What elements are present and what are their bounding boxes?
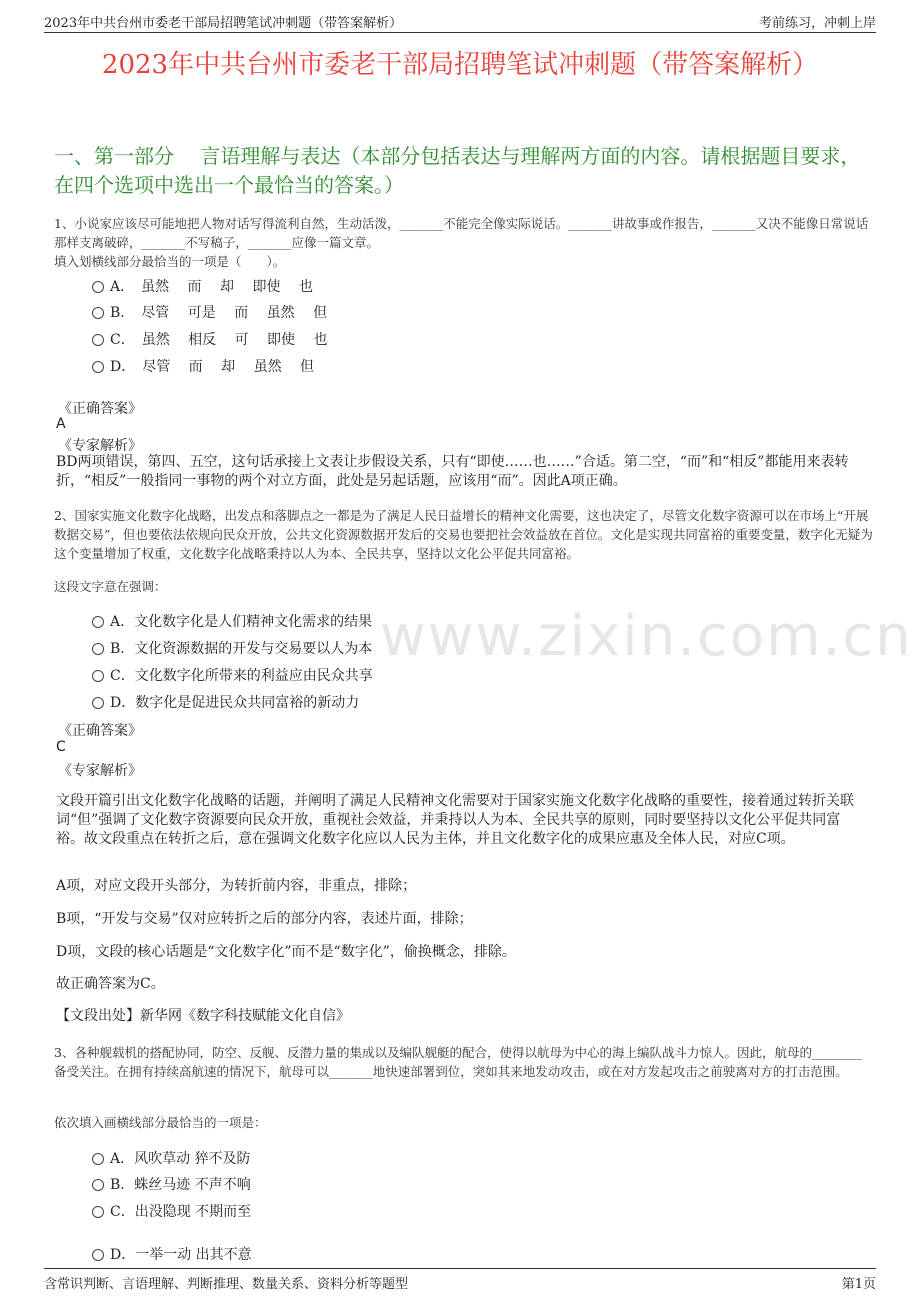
q3-stem: 3、各种舰载机的搭配协同，防空、反舰、反潜力量的集成以及编队舰艇的配合，使得以航母为中心的海上编队战斗力惊人。因此，航母的________备受关注。在拥有持续高航速的情况下，航母可以_______地快速部署到位，突如其来地发动攻击，或在对方发起攻击之前驶离对方的打击范围。 xyxy=(54,1045,862,1079)
q3-option-d[interactable]: D．一举一动 出其不意 xyxy=(92,1244,252,1264)
q2-option-d[interactable]: D．数字化是促进民众共同富裕的新动力 xyxy=(92,692,359,712)
radio-icon[interactable] xyxy=(92,361,104,373)
q2-analysis-line: A项，对应文段开头部分，为转折前内容，非重点，排除； xyxy=(56,878,417,894)
q2-answer-label: 《正确答案》 xyxy=(58,723,142,739)
q2-source: 【文段出处】新华网《数字科技赋能文化自信》 xyxy=(56,1008,350,1024)
q1-answer: A xyxy=(56,416,66,432)
q2-stem: 2、国家实施文化数字化战略，出发点和落脚点之一都是为了满足人民日益增长的精神文化需要，这也决定了，尽管文化数字资源可以在市场上“开展数据交易”，但也要依法依规向民众开放，公共文化资源数据开发后的交易也要把社会效益放在首位。文化是实现共同富裕的重要变量，数字化无疑为这个变量增加了权重，文化数字化战略秉持以人为本、全民共享，坚持以文化公平促共同富裕。 xyxy=(54,508,873,561)
radio-icon[interactable] xyxy=(92,643,104,655)
radio-icon[interactable] xyxy=(92,1153,104,1165)
document-title: 2023年中共台州市委老干部局招聘笔试冲刺题（带答案解析） xyxy=(101,50,819,80)
q1-option-c[interactable]: C． 虽然 相反 可 即使 也 xyxy=(92,329,328,349)
q2-option-b[interactable]: B．文化资源数据的开发与交易要以人为本 xyxy=(92,638,372,658)
q2-option-c[interactable]: C．文化数字化所带来的利益应由民众共享 xyxy=(92,665,373,685)
footer-note: 含常识判断、言语理解、判断推理、数量关系、资料分析等题型 xyxy=(44,1277,409,1292)
q1-option-b[interactable]: B． 尽管 可是 而 虽然 但 xyxy=(92,302,327,322)
q2-analysis-line: 故正确答案为C。 xyxy=(56,976,165,992)
section-heading: 一、第一部分 言语理解与表达（本部分包括表达与理解两方面的内容。请根据题目要求，在四个选项中选出一个最恰当的答案。） xyxy=(54,144,861,197)
q2-prompt: 这段文字意在强调： xyxy=(54,579,167,594)
q3-prompt: 依次填入画横线部分最恰当的一项是： xyxy=(54,1115,267,1130)
q2-answer: C xyxy=(56,739,66,755)
radio-icon[interactable] xyxy=(92,1249,104,1261)
radio-icon[interactable] xyxy=(92,281,104,293)
radio-icon[interactable] xyxy=(92,334,104,346)
radio-icon[interactable] xyxy=(92,670,104,682)
watermark: www.zixin.com.cn xyxy=(380,604,913,669)
q3-option-b[interactable]: B．蛛丝马迹 不声不响 xyxy=(92,1174,251,1194)
q1-prompt: 填入划横线部分最恰当的一项是（ ）。 xyxy=(54,254,286,269)
radio-icon[interactable] xyxy=(92,616,104,628)
radio-icon[interactable] xyxy=(92,1179,104,1191)
radio-icon[interactable] xyxy=(92,1206,104,1218)
q2-analysis-line: D项，文段的核心话题是“文化数字化”而不是“数字化”，偷换概念，排除。 xyxy=(56,944,516,960)
q1-option-a[interactable]: A． 虽然 而 却 即使 也 xyxy=(92,276,313,296)
q1-answer-label: 《正确答案》 xyxy=(58,401,142,417)
q1-analysis-label: 《专家解析》 xyxy=(58,438,142,454)
q3-option-a[interactable]: A．风吹草动 猝不及防 xyxy=(92,1148,251,1168)
radio-icon[interactable] xyxy=(92,307,104,319)
page-number: 第1页 xyxy=(841,1277,876,1292)
header-slogan: 考前练习，冲刺上岸 xyxy=(758,16,876,31)
q1-option-d[interactable]: D． 尽管 而 却 虽然 但 xyxy=(92,356,314,376)
q1-stem: 1、小说家应该尽可能地把人物对话写得流利自然，生动活泼，_______不能完全像实际说话。_______讲故事或作报告，_______又决不能像日常说话那样支离破碎，_______不写稿子，_______应像一篇文章。 xyxy=(54,216,869,250)
page-footer xyxy=(44,1268,876,1293)
q3-option-c[interactable]: C．出没隐现 不期而至 xyxy=(92,1201,251,1221)
page-header xyxy=(44,10,876,33)
header-title: 2023年中共台州市委老干部局招聘笔试冲刺题（带答案解析） xyxy=(44,16,403,31)
q2-option-a[interactable]: A．文化数字化是人们精神文化需求的结果 xyxy=(92,611,372,631)
q2-analysis-line: B项，“开发与交易”仅对应转折之后的部分内容，表述片面，排除； xyxy=(56,911,473,927)
q1-analysis: BD两项错误，第四、五空，这句话承接上文表让步假设关系，只有“即使……也……”合适。第二空，“而”和“相反”都能用来表转折，“相反”一般指同一事物的两个对立方面，此处是另起话题，应该用“而”。因此A项正确。 xyxy=(56,454,849,489)
q2-analysis: 文段开篇引出文化数字化战略的话题，并阐明了满足人民精神文化需要对于国家实施文化数字化战略的重要性，接着通过转折关联词“但”强调了文化数字资源要向民众开放，重视社会效益，并秉持以人为本、全民共享的原则，同时要坚持以文化公平促共同富裕。故文段重点在转折之后，意在强调文化数字化应以人民为主体，并且文化数字化的成果应惠及全体人民，对应C项。 xyxy=(56,793,854,847)
q2-analysis-label: 《专家解析》 xyxy=(58,763,142,779)
radio-icon[interactable] xyxy=(92,697,104,709)
